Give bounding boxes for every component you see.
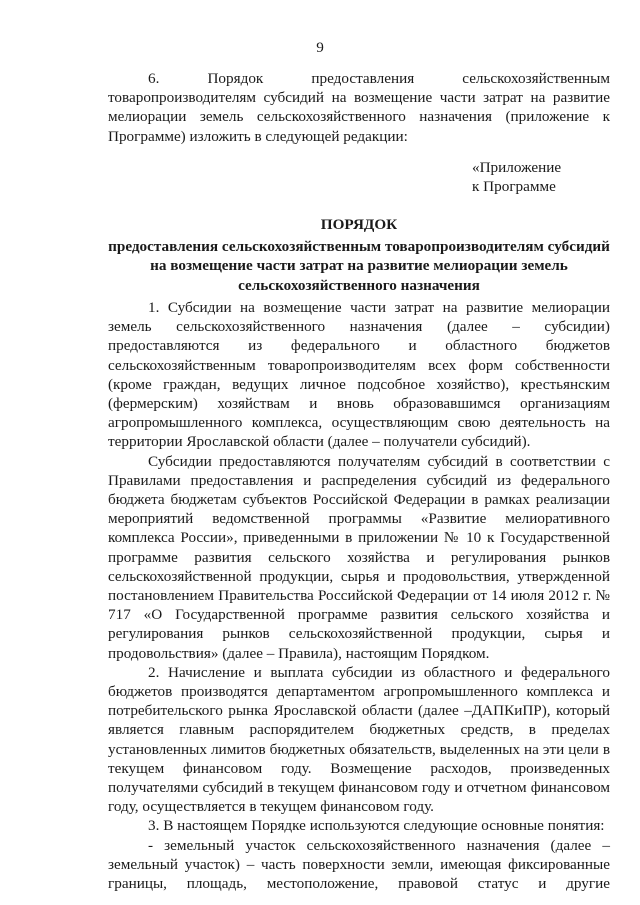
title-line-3: сельскохозяйственного назначения: [238, 276, 480, 294]
document-title: [108, 215, 610, 295]
body-text: [108, 298, 610, 893]
paragraph-3: 2. Начисление и выплата субсидии из областного и федерального бюджетов производятся департаментом агропромышленного комплекса и потребительского рынка Ярославской области (далее –ДАПКиПР), который является главным распорядителем бюджетных средств, в пределах установленных лимитов бюджетных обязательств, выделенных на эти цели в текущем финансовом году. Возмещение расходов, произведенных получателями субсидий в текущем финансовом году и отчетном финансовом году, осуществляется в текущем финансовом году.: [108, 663, 610, 816]
title-heading: ПОРЯДОК: [320, 216, 398, 233]
paragraph-5-lead: - земельный участок сельскохозяйственного назначения (далее –: [148, 836, 610, 854]
paragraph-4: 3. В настоящем Порядке используются следующие основные понятия:: [148, 817, 605, 835]
appendix-line-2: к Программе: [472, 178, 556, 196]
paragraph-1: 1. Субсидии на возмещение части затрат на развитие мелиорации земель сельскохозяйственного назначения (далее – субсидии) предоставляются из федерального и областного бюджетов сельскохозяйственным товаропроизводителям всех форм собственности (кроме граждан, ведущих личное подсобное хозяйство), крестьянским (фермерским) хозяйствам и вновь образовавшимся организациям агропромышленного комплекса, осуществляющим свою деятельность на территории Ярославской области (далее – получатели субсидий).: [108, 299, 610, 451]
page-number: 9: [316, 39, 324, 56]
title-line-2: на возмещение части затрат на развитие мелиорации земель: [150, 257, 568, 275]
intro-paragraph: [108, 69, 610, 146]
appendix-note: [472, 158, 561, 196]
title-line-1: предоставления сельскохозяйственным товаропроизводителям субсидий: [108, 238, 610, 256]
paragraph-5-rest: земельный участок) – часть поверхности земли, имеющая фиксированные: [108, 855, 610, 873]
paragraph-2: Субсидии предоставляются получателям субсидий в соответствии с Правилами предоставления и распределения субсидий из федерального бюджета бюджетам субъектов Российской Федерации в рамках реализации мероприятий ведомственной программы «Развитие мелиоративного комплекса России», приведенными в приложении № 10 к Государственной программе развития сельского хозяйства и регулирования рынков сельскохозяйственной продукции, сырья и продовольствия, утвержденной постановлением Правительства Российской Федерации от 14 июля 2012 г. № 717 «О Государственной программе развития сельского хозяйства и регулирования рынков сельскохозяйственной продукции, сырья и продовольствия» (далее – Правила), настоящим Порядком.: [108, 452, 610, 662]
appendix-line-1: «Приложение: [472, 159, 562, 176]
paragraph-5-last: границы, площадь, местоположение, правовой статус и другие: [108, 875, 610, 893]
intro-rest: товаропроизводителям субсидий на возмещение части затрат на развитие мелиорации земель сельскохозяйственного назначения (приложение к Программе) изложить в следующей редакции:: [108, 89, 610, 145]
intro-line-1: 6. Порядок предоставления сельскохозяйственным: [148, 70, 610, 87]
